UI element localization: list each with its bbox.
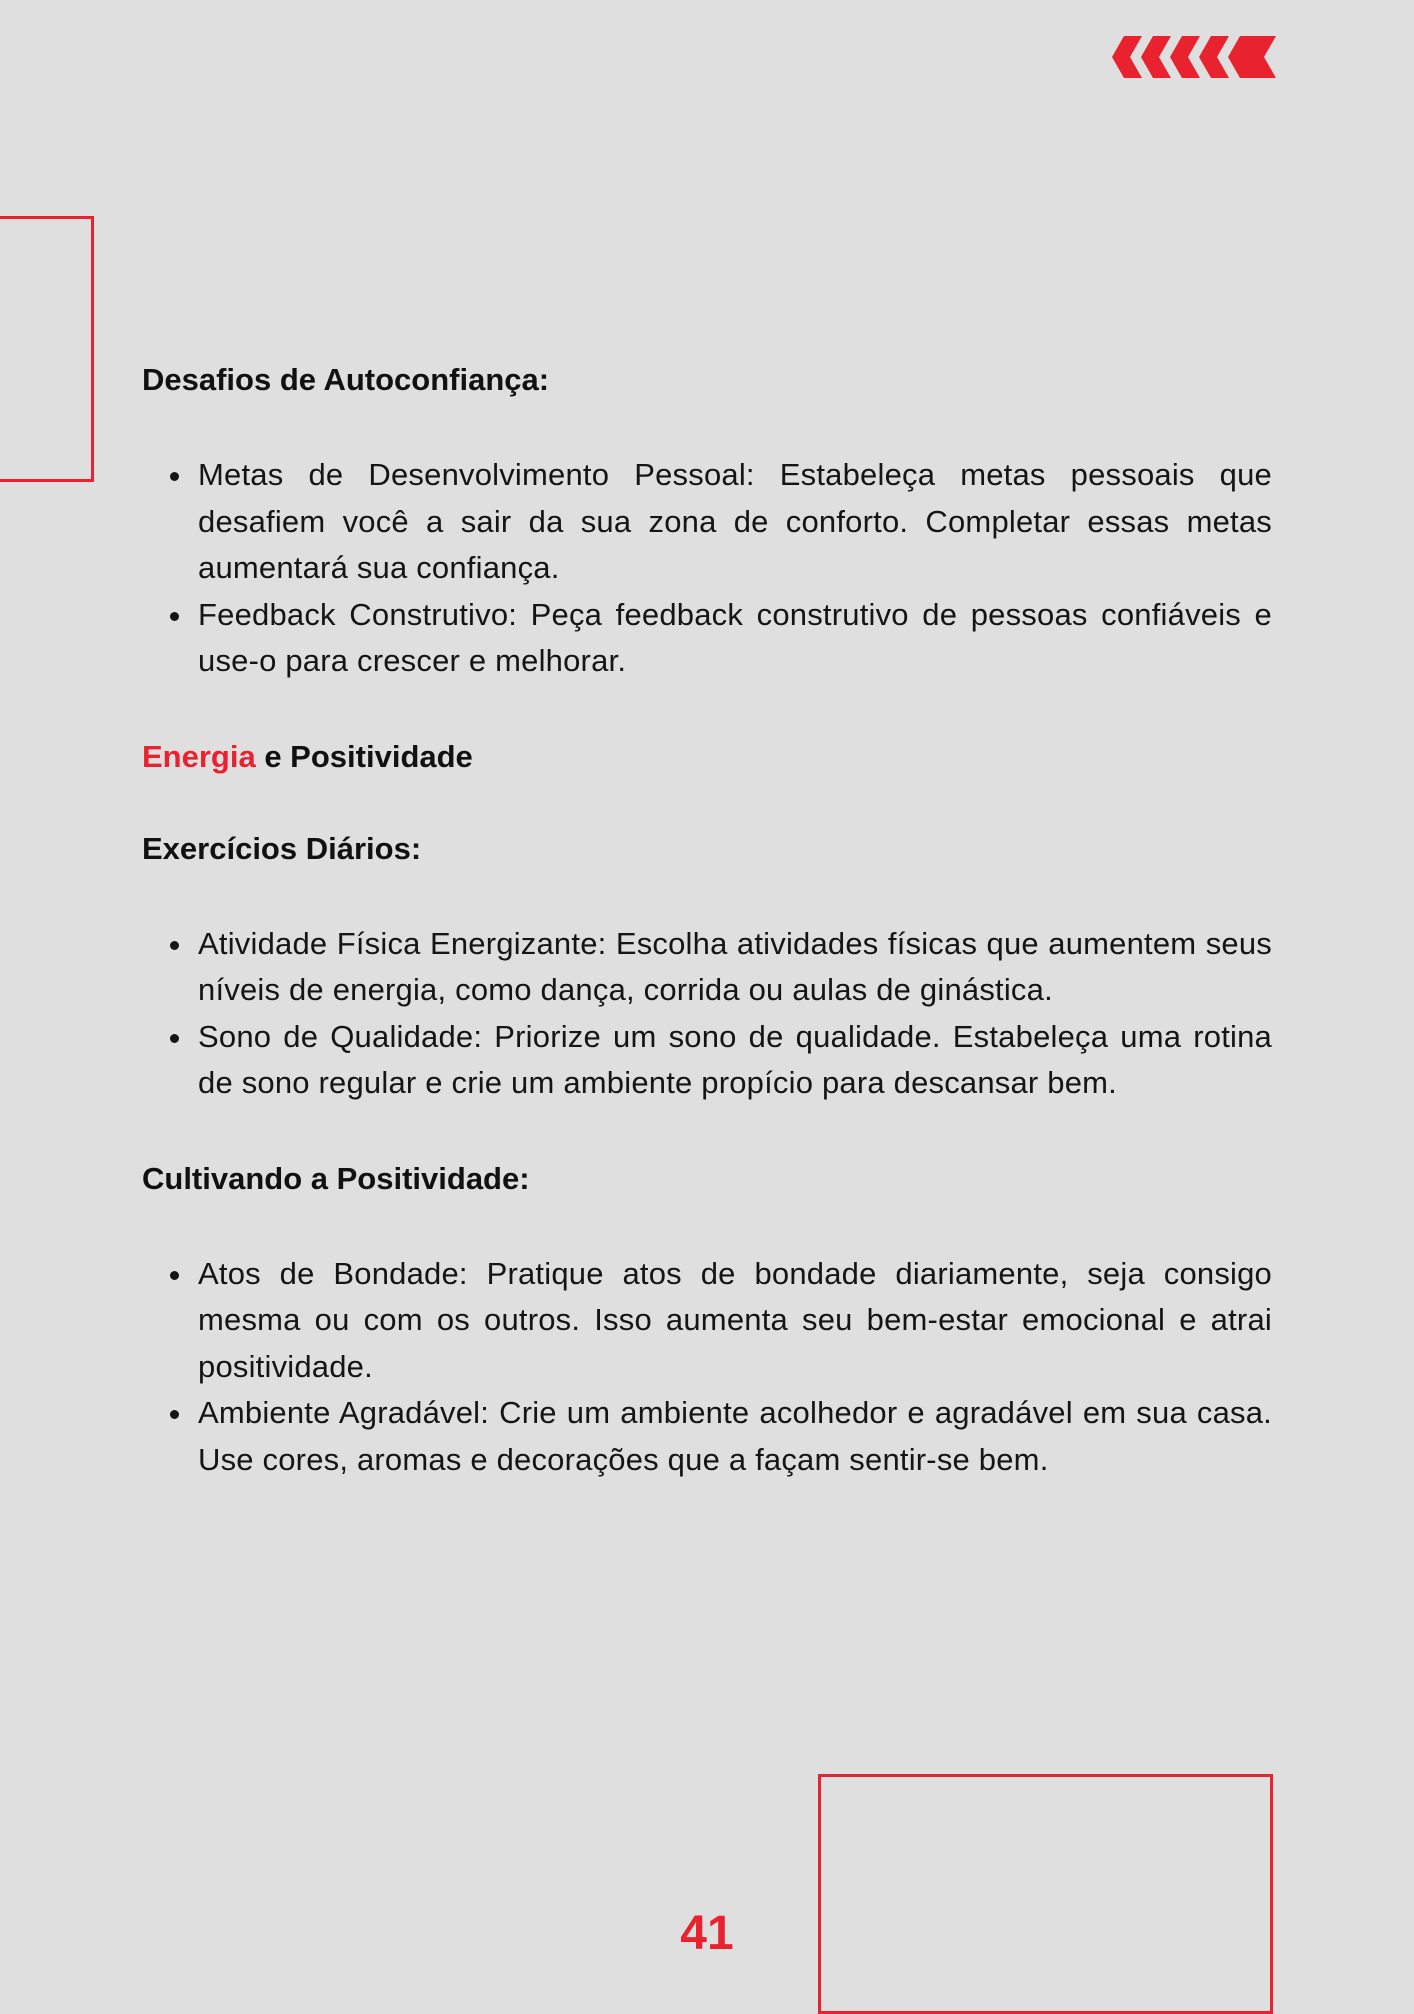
list-item: Ambiente Agradável: Crie um ambiente acolhedor e agradável em sua casa. Use cores, aromas e decorações que a façam sentir-se bem. (198, 1390, 1272, 1483)
section-heading-exercicios: Exercícios Diários: (142, 830, 422, 866)
list-item: Metas de Desenvolvimento Pessoal: Estabeleça metas pessoais que desafiem você a sair da sua zona de conforto. Completar essas metas aumentará sua confiança. (198, 452, 1272, 592)
section-heading-autoconfianca: Desafios de Autoconfiança: (142, 362, 550, 397)
list-item: Atividade Física Energizante: Escolha atividades físicas que aumentem seus níveis de energia, como dança, corrida ou aulas de ginástica. (198, 921, 1272, 1014)
decorative-frame-left (0, 216, 94, 482)
page-number: 41 (680, 1907, 734, 1960)
heading-rest: e Positividade (255, 738, 473, 774)
list-item: Atos de Bondade: Pratique atos de bondade diariamente, seja consigo mesma ou com os outros. Isso aumenta seu bem-estar emocional e atrai positividade. (198, 1251, 1272, 1391)
list-item: Sono de Qualidade: Priorize um sono de qualidade. Estabeleça uma rotina de sono regular e crie um ambiente propício para descansar bem. (198, 1014, 1272, 1107)
section-heading-energia-positividade (142, 737, 1272, 777)
main-content (142, 360, 1272, 1483)
decorative-frame-bottom (818, 1774, 1273, 2014)
chevrons-left-icon (1112, 36, 1276, 78)
bullet-list-positividade (142, 1251, 1272, 1484)
heading-accent-word: Energia (142, 738, 256, 774)
bullet-list-exercicios (142, 921, 1272, 1107)
bullet-list-autoconfianca (142, 452, 1272, 685)
list-item: Feedback Construtivo: Peça feedback construtivo de pessoas confiáveis e use-o para crescer e melhorar. (198, 592, 1272, 685)
section-heading-positividade: Cultivando a Positividade: (142, 1160, 530, 1196)
